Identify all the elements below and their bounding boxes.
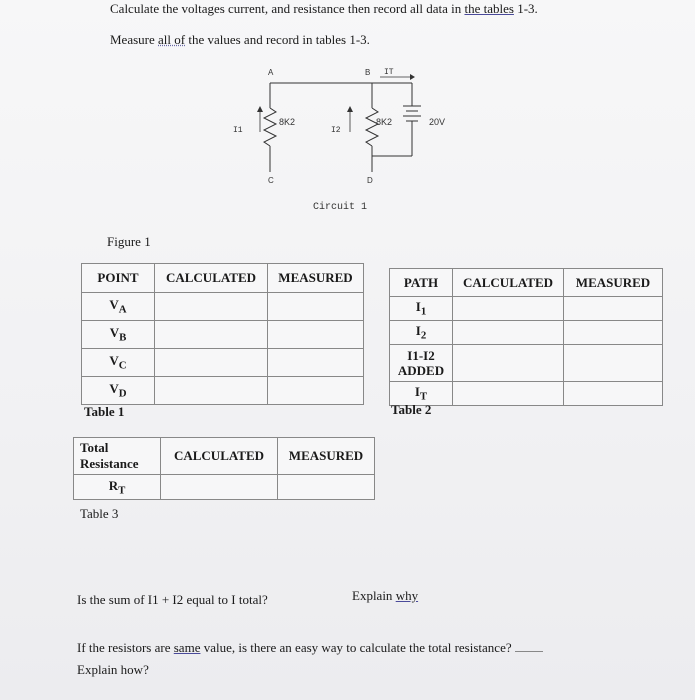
point-cell: $V_D$ xyxy=(82,377,155,405)
table-row xyxy=(390,321,663,345)
table-3 xyxy=(73,437,375,500)
measured-cell[interactable] xyxy=(564,321,663,345)
column-header: MEASURED xyxy=(564,269,663,297)
point-cell: $V_B$ xyxy=(82,321,155,349)
source-label: 20V xyxy=(429,117,446,127)
calculated-cell[interactable] xyxy=(161,475,278,500)
i2-arrowhead xyxy=(347,106,353,112)
rt-cell: $R_T$ xyxy=(74,475,161,500)
path-cell: $I_1$ xyxy=(390,297,453,321)
it-label: IT xyxy=(384,68,394,77)
table-1-caption: Table 1 xyxy=(84,404,125,419)
figure-label: Figure 1 xyxy=(107,234,151,249)
path-cell: $I_T$ xyxy=(390,382,453,406)
it-arrowhead xyxy=(410,74,415,80)
instruction-text: Measure xyxy=(110,32,159,47)
tables-link: the tables xyxy=(464,1,514,16)
column-header: PATH xyxy=(390,269,453,297)
table-header-row xyxy=(74,438,375,475)
table-row xyxy=(390,297,663,321)
i2-label: I2 xyxy=(331,126,341,135)
measured-cell[interactable] xyxy=(268,377,364,405)
table-row xyxy=(82,321,364,349)
instruction-line-2 xyxy=(110,32,370,48)
table-row xyxy=(74,475,375,500)
calculated-cell[interactable] xyxy=(155,293,268,321)
measured-cell[interactable] xyxy=(268,349,364,377)
column-header: MEASURED xyxy=(268,264,364,293)
i1-arrowhead xyxy=(257,106,263,112)
table-1 xyxy=(81,263,364,405)
measured-cell[interactable] xyxy=(564,297,663,321)
table-header-row xyxy=(390,269,663,297)
resistor-1 xyxy=(264,108,276,146)
column-header: CALCULATED xyxy=(161,438,278,475)
path-cell: $I_2$ xyxy=(390,321,453,345)
calculated-cell[interactable] xyxy=(453,345,564,382)
measured-cell[interactable] xyxy=(564,382,663,406)
question-1: Is the sum of I1 + I2 equal to I total? xyxy=(77,592,268,607)
calculated-cell[interactable] xyxy=(155,377,268,405)
instruction-text: the values and record in tables 1-3. xyxy=(185,32,370,47)
all-of-text: all of xyxy=(158,32,186,47)
table-row xyxy=(82,349,364,377)
calculated-cell[interactable] xyxy=(453,382,564,406)
instruction-line-1 xyxy=(110,1,538,17)
point-cell: $V_A$ xyxy=(82,293,155,321)
table-header-row xyxy=(82,264,364,293)
column-header: CALCULATED xyxy=(453,269,564,297)
node-d-label: D xyxy=(367,176,373,185)
column-header: MEASURED xyxy=(278,438,375,475)
instruction-text: Calculate the voltages current, and resistance then record all data in xyxy=(110,1,465,16)
table-row xyxy=(82,377,364,405)
path-cell: I1-I2 ADDED xyxy=(390,345,453,382)
calculated-cell[interactable] xyxy=(155,349,268,377)
point-cell: $V_C$ xyxy=(82,349,155,377)
question-2: If the resistors are same value, is there an easy way to calculate the total resistance? xyxy=(77,640,543,656)
calculated-cell[interactable] xyxy=(453,297,564,321)
table-2-caption: Table 2 xyxy=(391,402,432,417)
measured-cell[interactable] xyxy=(268,321,364,349)
measured-cell[interactable] xyxy=(278,475,375,500)
resistor-2 xyxy=(366,108,378,146)
measured-cell[interactable] xyxy=(268,293,364,321)
r1-label: 8K2 xyxy=(279,117,296,127)
table-3-caption: Table 3 xyxy=(80,506,119,521)
node-c-label: C xyxy=(268,176,274,185)
node-b-label: B xyxy=(365,68,371,77)
r2-label: 8K2 xyxy=(376,117,393,127)
measured-cell[interactable] xyxy=(564,345,663,382)
column-header: POINT xyxy=(82,264,155,293)
i1-label: I1 xyxy=(233,126,243,135)
table-row xyxy=(82,293,364,321)
question-2-line-2: Explain how? xyxy=(77,662,149,677)
calculated-cell[interactable] xyxy=(453,321,564,345)
answer-blank[interactable] xyxy=(515,641,543,652)
circuit-diagram xyxy=(200,60,460,220)
calculated-cell[interactable] xyxy=(155,321,268,349)
node-a-label: A xyxy=(268,68,274,77)
column-header: Total Resistance xyxy=(74,438,161,475)
circuit-caption: Circuit 1 xyxy=(313,202,368,213)
table-2 xyxy=(389,268,663,406)
table-row xyxy=(390,345,663,382)
instruction-text: 1-3. xyxy=(513,1,538,16)
column-header: CALCULATED xyxy=(155,264,268,293)
explain-why: Explain why xyxy=(352,588,419,603)
